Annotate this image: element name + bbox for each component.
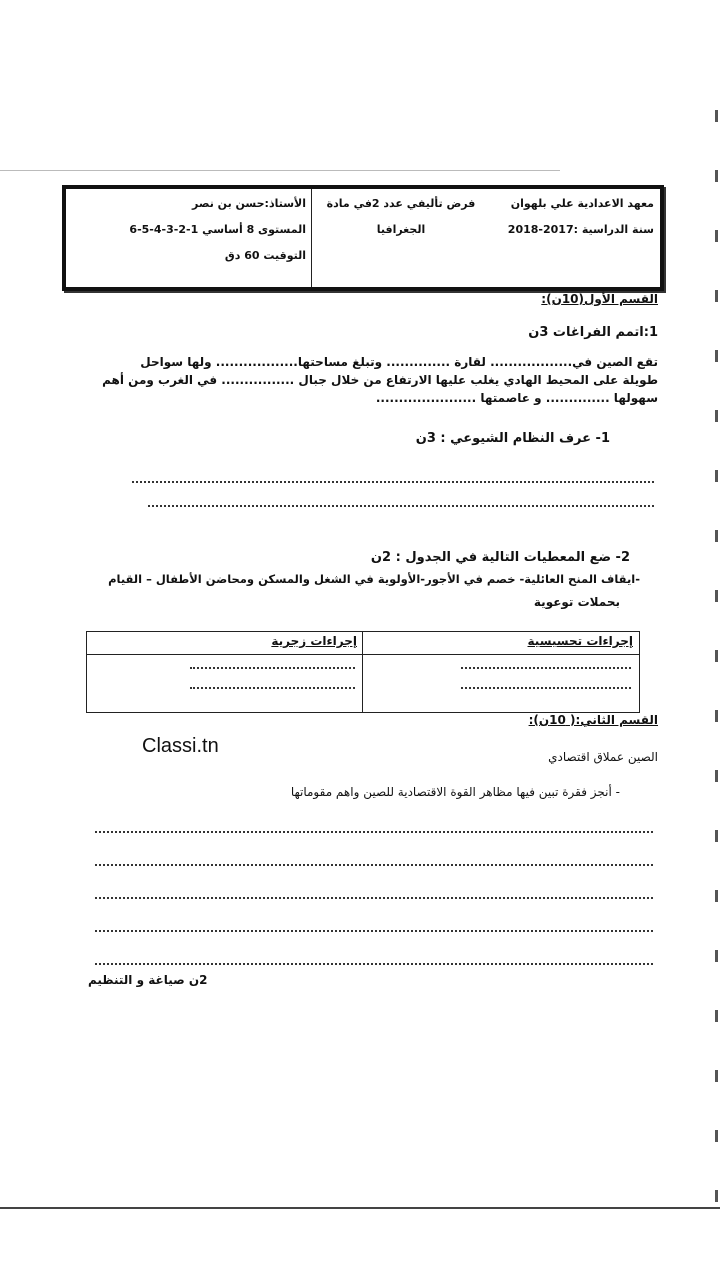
exam-header-box bbox=[62, 185, 664, 291]
measures-table bbox=[86, 631, 640, 713]
answer-line[interactable] bbox=[190, 687, 355, 689]
teacher-name: الأستاذ:حسن بن نصر bbox=[192, 197, 306, 210]
part1-title: القسم الأول(10ن): bbox=[541, 292, 658, 306]
answer-line[interactable] bbox=[132, 481, 654, 483]
answer-line[interactable] bbox=[148, 505, 654, 507]
answer-line[interactable] bbox=[190, 667, 355, 669]
school-info bbox=[490, 189, 660, 287]
formatting-points: 2ن صياغة و التنظيم bbox=[88, 973, 208, 987]
part2-subtitle: الصين عملاق اقتصادي bbox=[548, 750, 658, 764]
class-level: المستوى 8 أساسي 1-2-3-4-5-6 bbox=[129, 223, 306, 236]
top-scan-line bbox=[0, 170, 560, 171]
school-year: سنة الدراسية :2017-2018 bbox=[507, 223, 654, 236]
teacher-info bbox=[66, 189, 312, 287]
answer-line[interactable] bbox=[461, 687, 631, 689]
exam-info bbox=[311, 189, 490, 287]
q1-line2: طويلة على المحيط الهادي يغلب عليها الارتفاع من خلال جبال ................ في الغرب ومن أهم bbox=[102, 373, 658, 387]
exam-duration: التوقيت 60 دق bbox=[224, 249, 306, 262]
deterrent-column bbox=[87, 632, 363, 712]
q3-title: 2- ضع المعطيات التالية في الجدول : 2ن bbox=[370, 550, 630, 565]
part2-task: - أنجز فقرة تبين فيها مظاهر القوة الاقتصادية للصين واهم مقوماتها bbox=[290, 785, 620, 799]
awareness-column bbox=[362, 632, 639, 712]
exam-title: فرض تأليفي عدد 2في مادة bbox=[326, 197, 476, 210]
answer-line[interactable] bbox=[95, 963, 653, 965]
table-header: إجراءات زجرية bbox=[87, 632, 363, 655]
page-bottom-edge bbox=[0, 1207, 720, 1209]
watermark: Classi.tn bbox=[142, 735, 219, 757]
answer-line[interactable] bbox=[95, 897, 653, 899]
q3-text1: -ايقاف المنح العائلية- خصم في الأجور-الأولوية في الشغل والمسكن ومحاضن الأطفال – القيام bbox=[108, 572, 640, 586]
part2-title: القسم الثاني:( 10ن): bbox=[528, 713, 658, 727]
q1-line3: سهولها .............. و عاصمتها ...................... bbox=[375, 391, 658, 405]
answer-line[interactable] bbox=[95, 831, 653, 833]
answer-line[interactable] bbox=[95, 930, 653, 932]
q1-line1: تقع الصين في.................. لقارة .............. وتبلغ مساحتها.................. ولها سواحل bbox=[140, 355, 658, 369]
answer-line[interactable] bbox=[461, 667, 631, 669]
answer-line[interactable] bbox=[95, 864, 653, 866]
school-name: معهد الاعدادية علي بلهوان bbox=[510, 197, 654, 210]
table-header: إجراءات تحسيسية bbox=[363, 632, 639, 655]
q3-text2: بحملات توعوية bbox=[533, 595, 620, 609]
q2-title: 1- عرف النظام الشيوعي : 3ن bbox=[415, 431, 610, 446]
exam-subject: الجغرافيا bbox=[376, 223, 426, 236]
q1-title: 1:اتمم الفراغات 3ن bbox=[528, 325, 658, 340]
